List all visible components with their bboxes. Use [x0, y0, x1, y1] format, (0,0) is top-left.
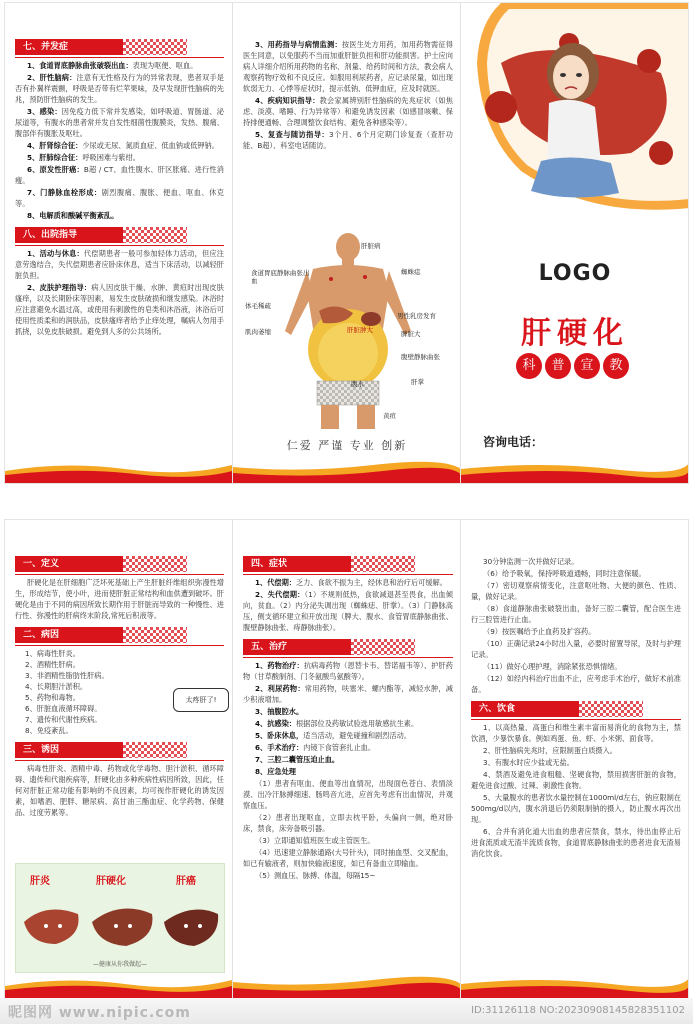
item-label: 5、肝肺综合征： [27, 153, 83, 162]
list-item [15, 140, 224, 151]
list-item [15, 210, 224, 221]
section-heading [471, 701, 681, 717]
brochure-title: 肝硬化 [521, 316, 629, 351]
item-text: 3个月、6个月定期门诊复查（查肝功能、B超）、科室电话随访。 [243, 130, 453, 150]
figure-label: 男性乳房发育 [397, 312, 436, 320]
item-label: 6、原发性肝癌： [27, 165, 84, 174]
list-item [243, 718, 453, 729]
section-heading [243, 556, 453, 572]
item-label: 3、抽腹腔水。 [255, 707, 304, 716]
list-item: （12）如经内科治疗出血不止，应考虑手术治疗，做好术前准备。 [471, 674, 681, 694]
item-label: 1、代偿期： [255, 578, 296, 587]
logo-placeholder: LOGO [538, 261, 612, 286]
stage-label: 肝硬化 [96, 876, 126, 887]
symptom-list [243, 577, 453, 633]
item-label: 1、活动与休息： [27, 249, 84, 258]
subtitle-char: 科 [516, 353, 542, 379]
section-title: 六、饮食 [471, 701, 579, 717]
section-heading [15, 742, 224, 758]
brochure-inside [5, 520, 688, 998]
item-label: 2、利尿药物： [255, 684, 305, 693]
list-item: 6、肝脏血液循环障碍。 [25, 704, 102, 713]
list-item [243, 706, 453, 717]
list-item [243, 683, 453, 705]
item-text: 表现为呕便、呕血。 [132, 61, 198, 70]
figure-label: 腹壁静脉曲张 [401, 353, 440, 361]
treatment-list [243, 660, 453, 881]
discharge-list [15, 248, 224, 337]
list-item: （6）给予吸氧，保持呼吸道通畅，同时注意保暖。 [483, 569, 646, 578]
section-title: 二、病因 [15, 627, 123, 643]
cirrhosis-body-figure [245, 231, 446, 431]
item-text: 代偿期患者一般可参加轻体力活动，但应注意劳逸结合，失代偿期患者应卧床休息，适当下床活动，以减轻肝脏负担。 [15, 249, 224, 280]
list-item [15, 152, 224, 163]
item-label: 2、皮肤护理指导： [27, 283, 92, 292]
list-item: 8、免疫紊乱。 [25, 726, 73, 735]
list-item [243, 754, 453, 765]
list-item [243, 766, 453, 777]
watermark-bar [0, 998, 693, 1024]
stage-label: 肝癌 [176, 876, 196, 887]
item-label: 3、用药指导与病情监测： [255, 40, 342, 49]
footer-wave [461, 457, 688, 483]
figure-label: 食道胃底静脉曲张出血 [251, 269, 310, 285]
figure-label: 肝脏肿大 [347, 326, 373, 334]
list-item [15, 164, 224, 186]
list-item: （10）正确记录24小时出入量，必要时留置导尿，及时与护理记录。 [471, 639, 681, 659]
item-label: 1、食道胃底静脉曲张破裂出血： [27, 61, 133, 70]
list-item [15, 282, 224, 337]
section-title: 三、诱因 [15, 742, 123, 758]
list-item [243, 847, 453, 869]
list-item: （7）密切观察病情变化，注意呕吐物、大便的颜色、性质、量，做好记录。 [471, 581, 681, 601]
subtitle-char: 宣 [574, 353, 600, 379]
complication-list [15, 60, 224, 221]
list-item [15, 248, 224, 281]
list-item: （11）做好心理护理，消除紧张恐惧情绪。 [483, 662, 622, 671]
item-text: 少尿或无尿、氮质血症、低血钠或低钾钠。 [82, 141, 219, 150]
item-text: 适当活动，避免碰撞和剧烈活动。 [303, 731, 411, 740]
footer-wave [5, 457, 232, 483]
subtitle-char: 教 [603, 353, 629, 379]
speech-bubble: 太疼肝了! [173, 688, 229, 712]
list-item [15, 106, 224, 139]
list-item: 4、禁酒及避免进食粗糙、坚硬食物，禁用损害肝脏的食物，避免进食过酸、过辣、刺激性食物。 [471, 770, 681, 790]
item-label: 1、药物治疗： [255, 661, 304, 670]
footer-wave [233, 457, 461, 483]
item-text: 注意有无性格及行为的异常表现，患者双手是否有扑翼样震颤，呼吸是否带有烂苹果味，及早发现肝性脑病的先兆，预防肝性脑病的发生。 [15, 73, 224, 104]
item-text: 因免疫力低下常并发感染，如呼吸道、胃肠道、泌尿道等，有腹水的患者常并发自发性细菌性腹膜炎，发热、腹痛、腹部伴有腹胀及呕吐。 [15, 107, 224, 138]
panel-guidance-figure [232, 3, 461, 483]
list-item [243, 778, 453, 811]
item-text: 抗病毒药物（恩替卡韦、替诺福韦等）、护肝药物（甘草酸制剂、门冬氨酸鸟氨酸等）。 [243, 661, 453, 681]
list-item: 7、遗传和代谢性疾病。 [25, 715, 102, 724]
watermark-site: 昵图网 www.nipic.com [8, 1005, 191, 1021]
list-item [243, 577, 453, 588]
list-item [243, 39, 453, 94]
footer-wave [5, 972, 232, 998]
panel-symptoms-treatment [232, 520, 461, 998]
item-text: 内镜下食管套扎止血。 [303, 743, 376, 752]
item-label: 8、应急处理 [255, 767, 296, 776]
item-text: 常用药物，呋塞米、螺内酯等，减轻水肿，减少积液增加。 [243, 684, 453, 704]
emergency-continued-list [471, 556, 681, 695]
figure-label: 腹水 [351, 380, 364, 388]
watermark-id: ID:31126118 NO:20230908145828351102 [471, 1005, 685, 1016]
item-text: 呼吸困难与紫绀。 [82, 153, 140, 162]
item-label: 4、抗感染： [255, 719, 296, 728]
item-label: 4、肝肾综合征： [27, 141, 83, 150]
item-text: B超 / CT、血性腹水、肝区胀痛、进行性消瘦。 [15, 165, 224, 185]
sick-girl-illustration [461, 3, 688, 218]
section-title: 四、症状 [243, 556, 351, 572]
list-item [243, 660, 453, 682]
guidance-list [243, 39, 453, 151]
item-label: 7、门静脉血栓形成： [27, 188, 102, 197]
list-item [243, 870, 453, 881]
list-item: 2、肝性脑病先兆时，应限制蛋白质摄入。 [483, 746, 617, 755]
item-label: 4、疾病知识指导： [255, 96, 320, 105]
panel-complications-discharge [5, 3, 232, 483]
list-item: （8）食道静脉曲张破裂出血，备好三腔二囊管，配合医生进行三腔管进行止血。 [471, 604, 681, 624]
list-item: 1、以高热量、高蛋白和维生素丰富而易消化的食物为主，禁饮酒，少暴饮暴食。例如鸡蛋、鱼、虾、小米粥、面食等。 [471, 723, 681, 743]
panel-emergency-diet [460, 520, 688, 998]
list-item: 3、非酒精性脂肪性肝病。 [25, 671, 109, 680]
brochure-outside [5, 3, 688, 483]
item-label: 3、感染： [27, 107, 62, 116]
section-heading [15, 227, 224, 243]
list-item: （9）按医嘱给予止血药及扩容药。 [483, 627, 596, 636]
trigger-text: 病毒性肝炎、酒精中毒、药物或化学毒物、胆汁淤积、循环障碍、遗传和代谢疾病等，肝硬化由多种疾病性病因所致，因此，任何对肝脏正常功能有影响的不良因素，均可视作肝硬化的诱发因素，如嗜酒、肥胖、糖尿病、高甘油三酯血症、化学药物、保健品、过度劳累等。 [15, 764, 224, 817]
definition-text: 肝硬化是在肝细胞广泛坏死基础上产生肝脏纤维组织弥漫性增生，形成结节，使小叶，进而使肝脏正常结构和血供遭到破坏。肝硬化是由于不同的病因所致长期作用于肝脏而导致的一种慢性、进行性、弥漫性的肝病终末阶段,常死后积液等。 [15, 578, 224, 620]
figure-label: 肝脏病 [361, 242, 381, 250]
figure-label: 脾脏大 [401, 330, 421, 338]
list-item: 4、长期胆汁淤积。 [25, 682, 88, 691]
figure-caption: —健康从你我做起— [92, 961, 147, 968]
item-text: （5）测血压、脉搏、体温，每隔15~ [255, 871, 376, 880]
figure-label: 体毛稀疏 [245, 302, 271, 310]
item-text: （1）患者有呕血、便血等出血情况，出现面色苍白、表情淡漠、出冷汗脉搏细速、肠鸣音亢进，应首先考虑有出血情况，并观察血压。 [243, 779, 453, 810]
section-heading [15, 556, 224, 572]
footer-wave [233, 972, 461, 998]
panel-definition-causes [5, 520, 232, 998]
item-label: 2、失代偿期： [255, 590, 305, 599]
list-item [243, 835, 453, 846]
cover-illustration [461, 3, 688, 218]
list-item [243, 812, 453, 834]
list-item: 5、药物和毒物。 [25, 693, 80, 702]
list-item [243, 742, 453, 753]
list-item [243, 589, 453, 633]
list-item: 2、酒精性肝病。 [25, 660, 80, 669]
list-item [15, 72, 224, 105]
section-title: 五、治疗 [243, 639, 351, 655]
list-item: 6、合并有消化道大出血的患者应禁食，禁水，待出血停止后进食流质或无渣半流质食物，食道胃底静脉曲张的患者进食无渣易消化饮食。 [471, 827, 681, 858]
figure-label: 肝掌 [411, 378, 424, 386]
figure-label: 黄疸 [383, 412, 396, 420]
section-heading [15, 39, 224, 55]
liver-stages-figure [15, 863, 225, 973]
section-heading [15, 627, 224, 643]
list-item [243, 730, 453, 741]
subtitle-char: 普 [545, 353, 571, 379]
item-text: 病人因皮肤干燥、水肿、黄疸时出现皮肤瘙痒，以及长期卧床等因素，易发生皮肤破损和继发感染。沐浴时应注意避免水温过高，或使用有刺激性的皂类和沐浴液，沐浴后可使用性质柔和的润肤品，皮肤瘙痒者给予止痒处理，嘱病人勿用手抓挠，以免皮肤破损。避免到人多的公共场所。 [15, 283, 224, 336]
list-item: 30分钟监测一次并做好记录。 [483, 557, 579, 566]
list-item: 3、有腹水时应少盐或无盐。 [483, 758, 574, 767]
section-title: 七、并发症 [15, 39, 123, 55]
section-title: 一、定义 [15, 556, 123, 572]
list-item [243, 129, 453, 151]
figure-label: 肌肉萎缩 [245, 328, 271, 336]
list-item [15, 60, 224, 71]
item-label: 5、复查与随访指导： [255, 130, 330, 139]
figure-label: 蜘蛛痣 [401, 268, 421, 276]
section-title: 八、出院指导 [15, 227, 123, 243]
item-text: 按医生处方用药，加用药物需征得医生同意，以免服药不当而加重肝脏负担和肝功能损害。护士应向病人详细介绍所用药物的名称、剂量、给药时间和方法，教会病人观察药物疗效和不良反应。如服用利尿药者，应记录尿量，如出现软弱无力、心悸等症状时，提示低钠、低钾血症，应及时就医。 [243, 40, 453, 93]
item-text: 乏力、食欲不振为主，经休息和治疗后可缓解。 [295, 578, 447, 587]
item-text: （4）迅速建立静脉通路(大号针头)，同时抽血型、交叉配血，如已有输液者，则加快输液速度，如已有备血立即输血。 [243, 848, 453, 868]
item-text: 根据部位及药敏试验选用敏感抗生素。 [295, 719, 419, 728]
item-label: 2、肝性脑病： [27, 73, 77, 82]
subtitle-badges [516, 353, 629, 379]
diet-list [471, 722, 681, 859]
item-text: （3）立即通知值班医生或主管医生。 [255, 836, 375, 845]
item-text: （1）不规则低热，食欲减退甚至畏食，出血倾向，贫血。（2）内分泌失调出现（蜘蛛痣、肝掌）。（3）门静脉高压，侧支循环建立和开放出现（脾大、腹水、食管胃底静脉曲张、腹壁静脉曲张、痔静脉曲张）。 [243, 590, 453, 632]
slogan: 仁爱 严谨 专业 创新 [286, 439, 408, 452]
item-label: 7、三腔二囊管压迫止血。 [255, 755, 340, 764]
item-text: （2）患者出现呕血，立即去枕平卧，头偏向一侧，绝对卧床，禁食，床旁备吸引器。 [243, 813, 453, 833]
item-label: 5、卧床休息， [255, 731, 304, 740]
list-item: 5、大量腹水的患者饮水量控制在1000ml/d左右，钠应限制在500mg/d以内，腹水消退后仍须限制钠的摄入，防止腹水再次出现。 [471, 793, 681, 824]
footer-wave [461, 972, 688, 998]
list-item: 1、病毒性肝炎。 [25, 649, 80, 658]
list-item [15, 187, 224, 209]
stage-label: 肝炎 [30, 876, 50, 887]
item-text: 剧烈腹痛、腹胀、便血、呕血、休克等。 [15, 188, 224, 208]
panel-cover [460, 3, 688, 483]
phone-label: 咨询电话： [483, 435, 544, 449]
section-heading [243, 639, 453, 655]
item-label: 8、电解质和酸碱平衡紊乱。 [27, 211, 119, 220]
list-item [243, 95, 453, 128]
item-text: 教会家属辨别肝性脑病的先兆症状（如焦虑、淡漠、嗜睡、行为异常等）和避免诱发因素（如感冒咳嗽、保持排便通畅、合理调整饮食结构、避免各种感染等）。 [243, 96, 453, 127]
item-label: 6、手术治疗： [255, 743, 304, 752]
